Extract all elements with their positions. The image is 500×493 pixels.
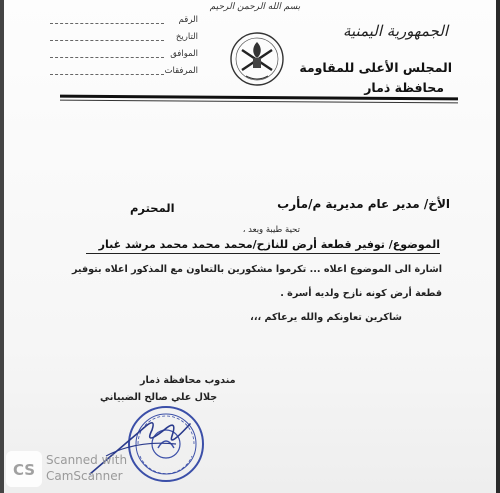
camscanner-logo: [6, 451, 42, 487]
reference-number-label: الرقم: [178, 15, 198, 25]
subject-underline: [86, 253, 440, 254]
attachments-label: المرفقات: [164, 66, 198, 76]
date-label: التاريخ: [175, 32, 198, 42]
camscanner-watermark: [46, 452, 127, 484]
emblem-logo: [228, 30, 286, 88]
signatory-title: مندوب محافظة ذمار: [140, 375, 236, 386]
council-name: المجلس الأعلى للمقاومة: [299, 60, 452, 75]
reference-number-row: [50, 14, 198, 31]
greeting: تحية طيبة وبعد ،: [242, 225, 300, 235]
body-paragraph-2: قطعة أرض كونه نازح ولديه أسرة .: [280, 288, 442, 299]
watermark-line-2: CamScanner: [46, 469, 123, 483]
subject-line: الموضوع/ توفير قطعة أرض للنازح/محمد محمد محمد مرشد غبار: [98, 238, 440, 251]
watermark-line-1: Scanned with: [46, 453, 128, 467]
corresponding-date-label: الموافق: [170, 49, 198, 59]
addressee: الأخ/ مدير عام مديرية م/مأرب: [277, 197, 450, 211]
body-paragraph-1: اشارة الى الموضوع اعلاه ... تكرموا مشكورين بالتعاون مع المذكور اعلاه بتوفير: [71, 264, 442, 275]
closing-thanks: شاكرين تعاونكم والله يرعاكم ،،،: [250, 312, 402, 323]
corresponding-date-row: [50, 48, 198, 65]
reference-fields: [50, 14, 198, 82]
governorate-name: محافظة ذمار: [364, 80, 444, 95]
signatory-name: جلال علي صالح الضبياني: [100, 392, 218, 403]
respected-title: المحترم: [130, 201, 175, 215]
republic-name: الجمهورية اليمنية: [342, 22, 448, 40]
attachments-row: [50, 65, 198, 82]
camscanner-badge-text: CS: [12, 461, 36, 479]
basmala: بسم الله الرحمن الرحيم: [209, 2, 301, 12]
date-row: [50, 31, 198, 48]
